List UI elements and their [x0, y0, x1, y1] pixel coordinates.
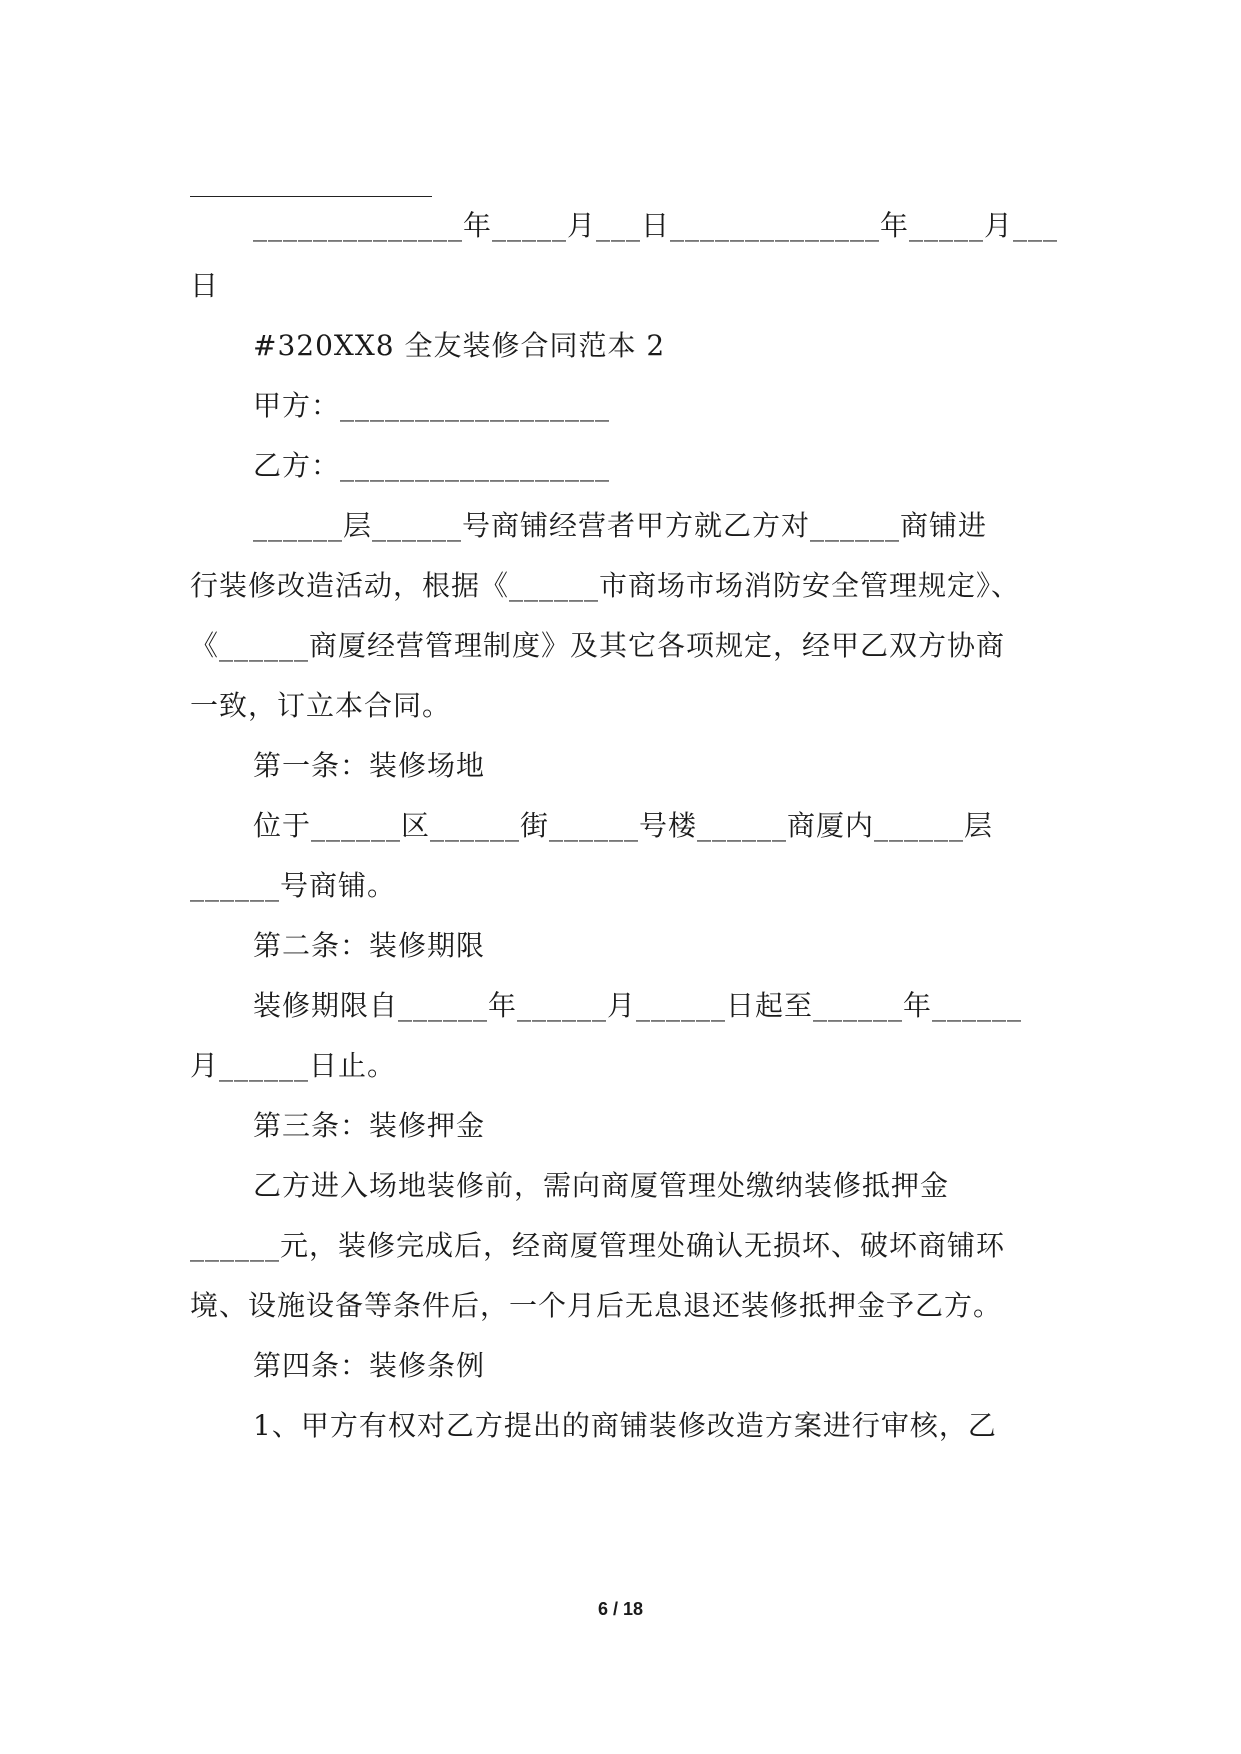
party-b-line: 乙方：__________________: [253, 449, 611, 482]
article-2-text: 月______日止。: [190, 1049, 397, 1082]
contract-title: #320XX8 全友装修合同范本 2: [253, 329, 666, 362]
article-3-text: ______元，装修完成后，经商厦管理处确认无损坏、破坏商铺环: [190, 1229, 1006, 1262]
preamble-line: 一致，订立本合同。: [190, 689, 452, 722]
article-2-text: 装修期限自______年______月______日起至______年______: [253, 989, 1023, 1022]
article-3-text: 乙方进入场地装修前，需向商厦管理处缴纳装修抵押金: [253, 1169, 950, 1202]
article-3-text: 境、设施设备等条件后，一个月后无息退还装修抵押金予乙方。: [190, 1289, 1003, 1322]
date-line-continued: 日: [190, 269, 220, 302]
article-2-heading: 第二条：装修期限: [253, 929, 486, 962]
date-line: ______________年_____月___日______________年_____月___: [253, 209, 1059, 242]
page-number: 6 / 18: [597, 1599, 644, 1619]
party-a-line: 甲方：__________________: [253, 389, 611, 422]
article-3-heading: 第三条：装修押金: [253, 1109, 486, 1142]
preamble-line: 《______商厦经营管理制度》及其它各项规定，经甲乙双方协商: [190, 629, 1006, 662]
article-1-text: ______号商铺。: [190, 869, 397, 902]
article-1-text: 位于______区______街______号楼______商厦内______层: [253, 809, 994, 842]
article-1-heading: 第一条：装修场地: [253, 749, 486, 782]
article-4-text: 1、甲方有权对乙方提出的商铺装修改造方案进行审核，乙: [253, 1409, 997, 1442]
signature-line: [190, 196, 432, 197]
article-4-heading: 第四条：装修条例: [253, 1349, 486, 1382]
preamble-line: ______层______号商铺经营者甲方就乙方对______商铺进: [253, 509, 988, 542]
preamble-line: 行装修改造活动，根据《______市商场市场消防安全管理规定》、: [190, 569, 1021, 602]
